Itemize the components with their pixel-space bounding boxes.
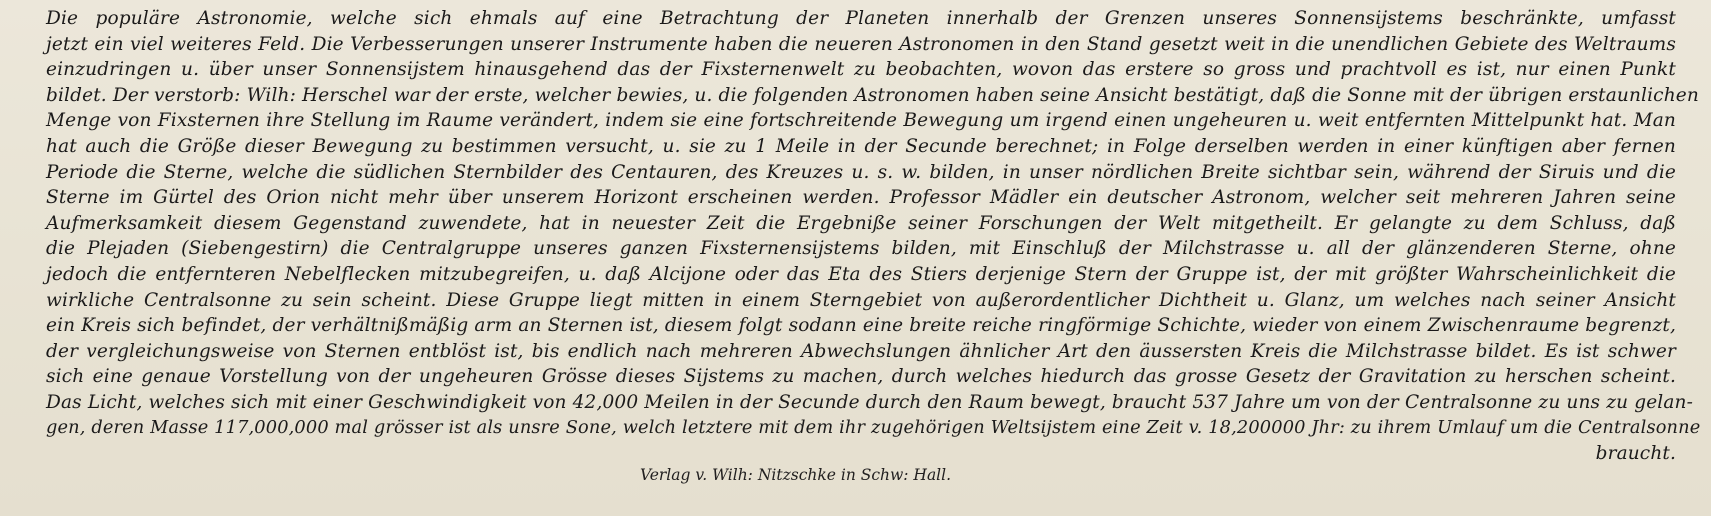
text-line: sich eine genaue Vorstellung von der ungeheuren Grösse dieses Sijstems zu machen, durch welches hiedurch das grosse Gesetz der Gravitation zu herschen scheint. [46,366,1676,388]
text-line: Periode die Sterne, welche die südlichen Sternbilder des Centauren, des Kreuzes u. s. w. bilden, in unser nördlichen Breite sichtbar sein, während der Siruis und die [46,161,1676,183]
text-line: jetzt ein viel weiteres Feld. Die Verbesserungen unserer Instrumente haben die neueren Astronomen in den Stand gesetzt weit in die unendlichen Gebiete des Weltraums [46,33,1676,55]
astronomy-paragraph [46,6,1701,467]
text-line: wirkliche Centralsonne zu sein scheint. Diese Gruppe liegt mitten in einem Sterngebiet von außerordentlicher Dichtheit u. Glanz, um welches nach seiner Ansicht [46,289,1676,311]
text-line: Die populäre Astronomie, welche sich ehmals auf eine Betrachtung der Planeten innerhalb der Grenzen unseres Sonnensijstems beschränkte, umfasst [46,8,1676,29]
text-line: der vergleichungsweise von Sternen entblöst ist, bis endlich nach mehreren Abwechslungen ähnlicher Art den äussersten Kreis die Milchstrasse bildet. Es ist schwer [46,340,1676,362]
text-line: jedoch die entfernteren Nebelflecken mitzubegreifen, u. daß Alcijone oder das Eta des Stiers derjenige Stern der Gruppe ist, der mit größter Wahrscheinlichkeit die [46,263,1676,285]
text-line: Sterne im Gürtel des Orion nicht mehr über unserem Horizont erscheinen werden. Professor Mädler ein deutscher Astronom, welcher seit mehreren Jahren seine [46,187,1676,209]
text-line: Aufmerksamkeit diesem Gegenstand zuwendete, hat in neuester Zeit die Ergebniße seiner Forschungen der Welt mitgetheilt. Er gelangte zu dem Schluss, daß [46,212,1676,234]
publisher-text: Verlag v. Wilh: Nitzschke in Schw: Hall. [639,466,952,484]
text-line: bildet. Der verstorb: Wilh: Herschel war der erste, welcher bewies, u. die folgenden Astronomen haben seine Ansicht bestätigt, daß die Sonne mit der übrigen erstaunlichen [46,84,1699,106]
text-line-final-word: braucht. [1595,443,1676,465]
text-line: Das Licht, welches sich mit einer Geschwindigkeit von 42,000 Meilen in der Secunde durch den Raum bewegt, braucht 537 Jahre um von der Centralsonne zu uns zu gelan- [46,391,1694,413]
text-line: gen, deren Masse 117,000,000 mal grösser ist als unsre Sone, welch letztere mit dem ihr zugehörigen Weltsijstem eine Zeit v. 18,200000 Jhr: zu ihrem Umlauf um die Centralsonne [46,417,1701,438]
text-line: die Plejaden (Siebengestirn) die Centralgruppe unseres ganzen Fixsternensijstems bilden, mit Einschluß der Milchstrasse u. all der glänzenderen Sterne, ohne [46,238,1676,260]
text-line: Menge von Fixsternen ihre Stellung im Raume verändert, indem sie eine fortschreitende Bewegung um irgend einen ungeheuren u. weit entfernten Mittelpunkt hat. Man [46,110,1676,132]
text-line: einzudringen u. über unser Sonnensijstem hinausgehend das der Fixsternenwelt zu beobachten, wovon das erstere so gross und prachtvoll es ist, nur einen Punkt [46,59,1676,81]
text-line: hat auch die Größe dieser Bewegung zu bestimmen versucht, u. sie zu 1 Meile in der Secunde berechnet; in Folge derselben werden in einer künftigen aber fernen [46,135,1676,157]
text-line: ein Kreis sich befindet, der verhältnißmäßig arm an Sternen ist, diesem folgt sodann eine breite reiche ringförmige Schichte, wieder von einem Zwischenraume begrenzt, [46,315,1676,337]
publisher-imprint [0,466,1711,484]
